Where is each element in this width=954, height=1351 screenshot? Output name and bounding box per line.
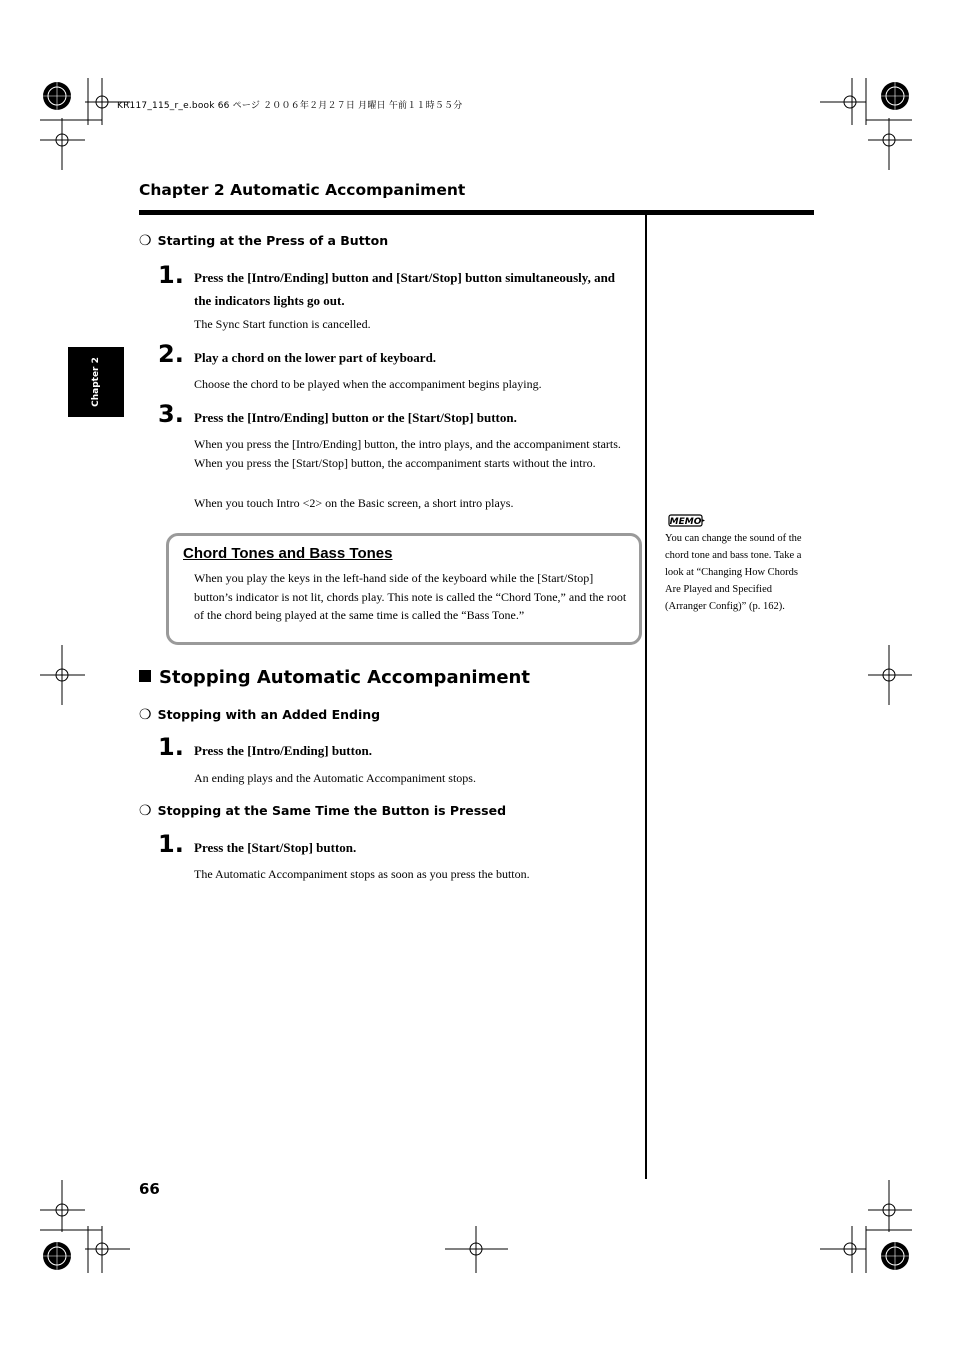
circle-bullet-icon: ❍ [139, 707, 152, 723]
step-number: 1. [158, 830, 184, 858]
circle-bullet-icon: ❍ [139, 233, 152, 249]
step-description: When you touch Intro <2> on the Basic screen, a short intro plays. [194, 496, 514, 510]
step-number: 2. [158, 340, 184, 368]
step-instruction: Play a chord on the lower part of keyboard. [194, 350, 437, 365]
print-header: KR117_115_r_e.book 66 ページ ２００６年２月２７日 月曜日 午前１１時５５分 [117, 101, 463, 111]
chapter-tab [68, 347, 124, 417]
step-description: The Automatic Accompaniment stops as soon as you press the button. [194, 867, 530, 881]
circle-bullet-icon: ❍ [139, 803, 152, 819]
step-instruction: Press the [Start/Stop] button. [194, 840, 357, 855]
memo-label: MEMO [669, 517, 702, 527]
chapter-title: Chapter 2 Automatic Accompaniment [139, 181, 466, 199]
step-instruction: Press the [Intro/Ending] button. [194, 743, 372, 758]
square-bullet-icon [139, 670, 151, 682]
note-box-body: When you play the keys in the left-hand side of the keyboard while the [Start/Stop] button’s indicator is not lit, chords play. This note is called the “Chord Tone,” and the root of the chord being played at the same time is called the “Bass Tone.” [194, 571, 627, 622]
section-heading [139, 667, 530, 688]
subsection-heading [139, 803, 506, 819]
step-description: Choose the chord to be played when the accompaniment begins playing. [194, 377, 542, 391]
step-description: When you press the [Intro/Ending] button, the intro plays, and the accompaniment starts. When you press the [Start/Stop] button, the accompaniment starts without the intro. [194, 437, 621, 470]
subsection-title: Starting at the Press of a Button [157, 233, 389, 248]
memo-icon [666, 511, 706, 529]
step-instruction: Press the [Intro/Ending] button and [Start/Stop] button simultaneously, and the indicators lights go out. [194, 270, 616, 308]
memo-text: You can change the sound of the chord tone and bass tone. Take a look at “Changing How Chords Are Played and Specified (Arranger Config)” (p. 162). [665, 533, 802, 612]
subsection-title: Stopping with an Added Ending [157, 707, 381, 722]
header-rule [139, 210, 814, 215]
subsection-heading [139, 233, 388, 249]
subsection-title: Stopping at the Same Time the Button is Pressed [157, 803, 507, 818]
note-box-title: Chord Tones and Bass Tones [183, 545, 393, 562]
step-number: 1. [158, 733, 184, 761]
step-number: 3. [158, 400, 184, 428]
step-description: The Sync Start function is cancelled. [194, 317, 371, 331]
subsection-heading [139, 707, 380, 723]
step-instruction: Press the [Intro/Ending] button or the [Start/Stop] button. [194, 410, 517, 425]
column-divider [645, 215, 647, 1179]
page-number: 66 [139, 1180, 160, 1198]
section-title: Stopping Automatic Accompaniment [159, 667, 530, 688]
step-description: An ending plays and the Automatic Accompaniment stops. [194, 771, 476, 785]
step-number: 1. [158, 261, 184, 289]
chapter-tab-label: Chapter 2 [91, 357, 101, 407]
